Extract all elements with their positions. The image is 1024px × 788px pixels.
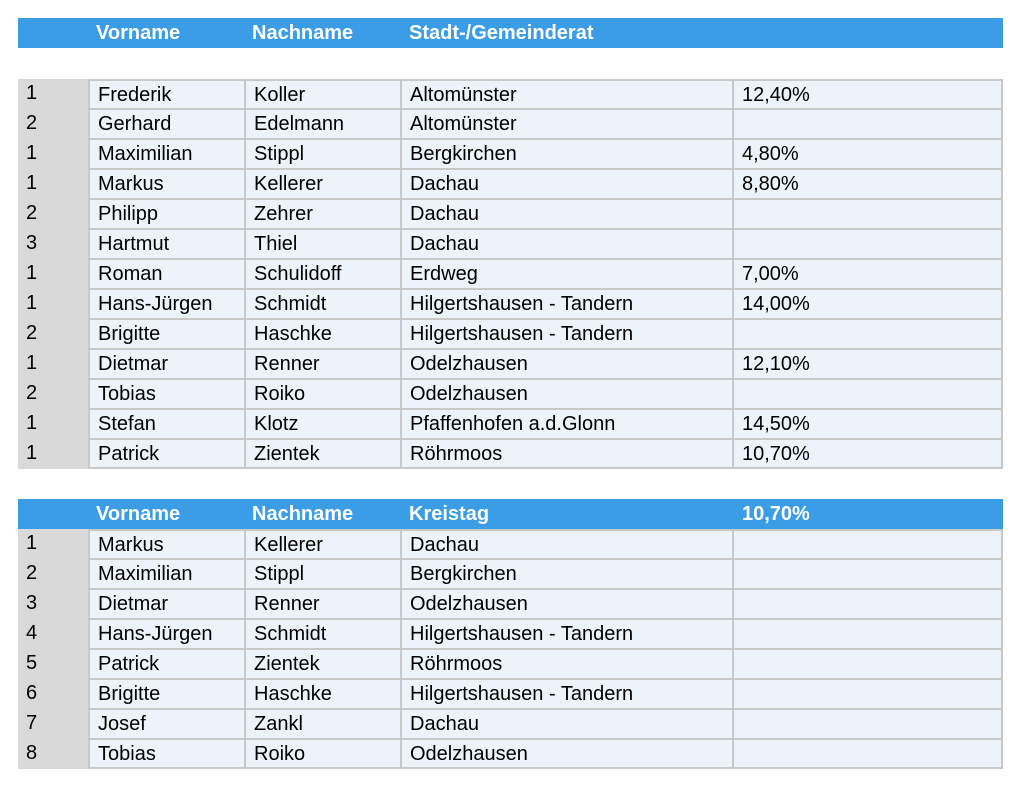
cell-nachname: Kellerer [244, 529, 402, 559]
cell-vorname: Stefan [88, 409, 246, 439]
table1-header [18, 18, 1003, 48]
cell-gemeinde: Dachau [400, 169, 734, 199]
cell-rank: 2 [18, 109, 88, 139]
cell-percent [732, 379, 1003, 409]
cell-percent: 12,40% [732, 79, 1003, 109]
cell-gemeinde: Erdweg [400, 259, 734, 289]
cell-gemeinde: Dachau [400, 229, 734, 259]
cell-rank: 1 [18, 529, 88, 559]
cell-gemeinde: Odelzhausen [400, 379, 734, 409]
cell-percent [732, 619, 1003, 649]
cell-nachname: Haschke [244, 679, 402, 709]
cell-vorname: Maximilian [88, 559, 246, 589]
cell-rank: 2 [18, 199, 88, 229]
cell-percent: 8,80% [732, 169, 1003, 199]
cell-rank: 6 [18, 679, 88, 709]
cell-percent [732, 679, 1003, 709]
cell-gemeinde: Odelzhausen [400, 739, 734, 769]
cell-gemeinde: Hilgertshausen - Tandern [400, 619, 734, 649]
cell-nachname: Koller [244, 79, 402, 109]
cell-percent [732, 319, 1003, 349]
cell-nachname: Schmidt [244, 619, 402, 649]
cell-vorname: Dietmar [88, 589, 246, 619]
cell-rank: 2 [18, 379, 88, 409]
cell-rank: 1 [18, 79, 88, 109]
cell-rank: 3 [18, 589, 88, 619]
cell-percent [732, 559, 1003, 589]
cell-nachname: Zankl [244, 709, 402, 739]
cell-rank: 1 [18, 289, 88, 319]
cell-vorname: Patrick [88, 439, 246, 469]
cell-nachname: Renner [244, 349, 402, 379]
cell-vorname: Dietmar [88, 349, 246, 379]
cell-percent: 4,80% [732, 139, 1003, 169]
col-header-nachname: Nachname [252, 22, 354, 44]
cell-vorname: Tobias [88, 739, 246, 769]
cell-rank: 1 [18, 169, 88, 199]
cell-vorname: Roman [88, 259, 246, 289]
cell-percent [732, 589, 1003, 619]
cell-vorname: Gerhard [88, 109, 246, 139]
cell-nachname: Zientek [244, 649, 402, 679]
cell-percent: 14,50% [732, 409, 1003, 439]
col-header-vorname: Vorname [96, 22, 181, 44]
cell-gemeinde: Hilgertshausen - Tandern [400, 319, 734, 349]
cell-nachname: Klotz [244, 409, 402, 439]
col-header-pct: 10,70% [742, 503, 810, 525]
cell-rank: 4 [18, 619, 88, 649]
cell-gemeinde: Altomünster [400, 79, 734, 109]
cell-percent [732, 199, 1003, 229]
cell-percent [732, 649, 1003, 679]
cell-percent: 14,00% [732, 289, 1003, 319]
cell-nachname: Zientek [244, 439, 402, 469]
cell-nachname: Haschke [244, 319, 402, 349]
cell-gemeinde: Röhrmoos [400, 439, 734, 469]
col-header-vorname: Vorname [96, 503, 181, 525]
cell-vorname: Maximilian [88, 139, 246, 169]
cell-gemeinde: Odelzhausen [400, 349, 734, 379]
cell-nachname: Stippl [244, 139, 402, 169]
cell-gemeinde: Dachau [400, 709, 734, 739]
cell-percent [732, 709, 1003, 739]
col-header-stadtrat: Stadt-/Gemeinderat [409, 22, 594, 44]
cell-percent: 7,00% [732, 259, 1003, 289]
cell-nachname: Thiel [244, 229, 402, 259]
cell-percent: 12,10% [732, 349, 1003, 379]
cell-nachname: Edelmann [244, 109, 402, 139]
cell-vorname: Patrick [88, 649, 246, 679]
cell-vorname: Brigitte [88, 679, 246, 709]
col-header-kreistag: Kreistag [409, 503, 490, 525]
cell-rank: 1 [18, 349, 88, 379]
table2-header [18, 499, 1003, 529]
cell-gemeinde: Hilgertshausen - Tandern [400, 289, 734, 319]
cell-rank: 2 [18, 319, 88, 349]
cell-nachname: Zehrer [244, 199, 402, 229]
cell-percent [732, 109, 1003, 139]
cell-percent [732, 229, 1003, 259]
cell-rank: 1 [18, 139, 88, 169]
cell-nachname: Roiko [244, 739, 402, 769]
cell-vorname: Josef [88, 709, 246, 739]
cell-vorname: Markus [88, 529, 246, 559]
cell-gemeinde: Pfaffenhofen a.d.Glonn [400, 409, 734, 439]
cell-nachname: Roiko [244, 379, 402, 409]
cell-rank: 8 [18, 739, 88, 769]
cell-gemeinde: Bergkirchen [400, 139, 734, 169]
cell-gemeinde: Bergkirchen [400, 559, 734, 589]
cell-nachname: Stippl [244, 559, 402, 589]
cell-vorname: Markus [88, 169, 246, 199]
cell-vorname: Frederik [88, 79, 246, 109]
cell-nachname: Kellerer [244, 169, 402, 199]
cell-rank: 7 [18, 709, 88, 739]
cell-gemeinde: Altomünster [400, 109, 734, 139]
cell-rank: 5 [18, 649, 88, 679]
cell-gemeinde: Röhrmoos [400, 649, 734, 679]
cell-gemeinde: Hilgertshausen - Tandern [400, 679, 734, 709]
cell-rank: 1 [18, 259, 88, 289]
cell-vorname: Tobias [88, 379, 246, 409]
cell-nachname: Schmidt [244, 289, 402, 319]
cell-vorname: Philipp [88, 199, 246, 229]
cell-rank: 1 [18, 439, 88, 469]
cell-vorname: Hans-Jürgen [88, 619, 246, 649]
cell-vorname: Hartmut [88, 229, 246, 259]
cell-rank: 1 [18, 409, 88, 439]
cell-gemeinde: Dachau [400, 199, 734, 229]
cell-percent: 10,70% [732, 439, 1003, 469]
cell-rank: 2 [18, 559, 88, 589]
cell-rank: 3 [18, 229, 88, 259]
cell-vorname: Brigitte [88, 319, 246, 349]
cell-gemeinde: Dachau [400, 529, 734, 559]
cell-nachname: Renner [244, 589, 402, 619]
col-header-nachname: Nachname [252, 503, 354, 525]
cell-percent [732, 529, 1003, 559]
cell-nachname: Schulidoff [244, 259, 402, 289]
cell-percent [732, 739, 1003, 769]
cell-gemeinde: Odelzhausen [400, 589, 734, 619]
cell-vorname: Hans-Jürgen [88, 289, 246, 319]
